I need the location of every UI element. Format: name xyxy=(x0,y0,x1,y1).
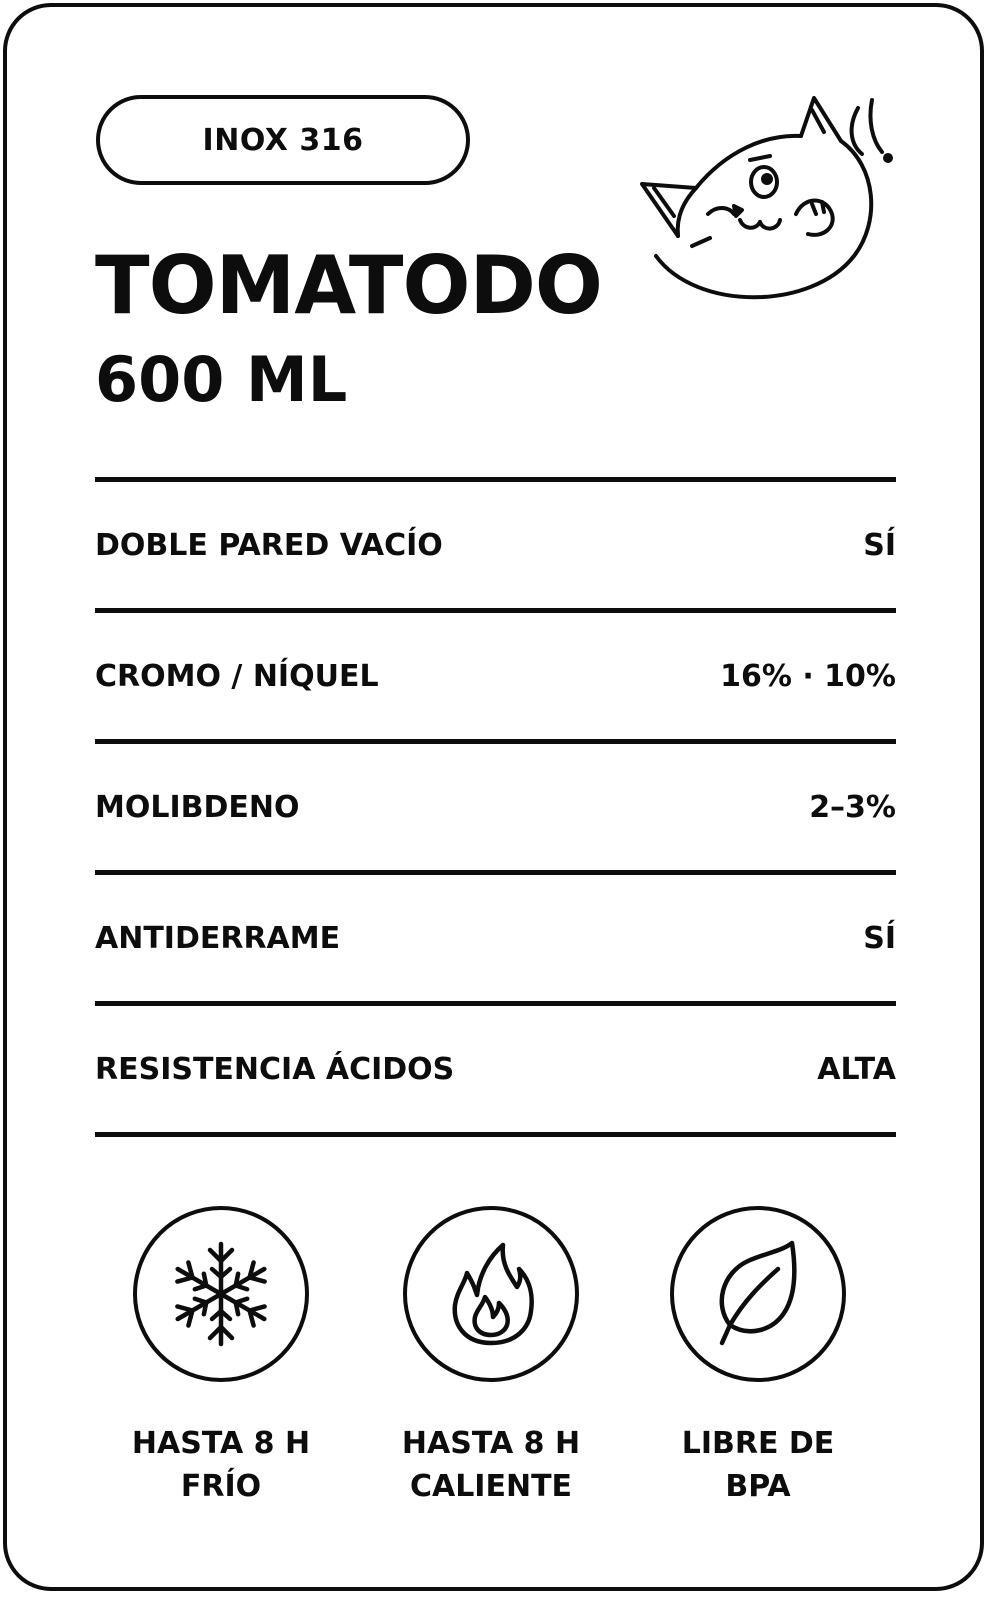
spec-label: DOBLE PARED VACÍO xyxy=(95,527,443,563)
feature-icon-circle xyxy=(403,1206,579,1382)
product-title: TOMATODO xyxy=(95,239,602,332)
spec-row-acid-resistance xyxy=(95,1006,896,1132)
feature-caption xyxy=(132,1422,310,1508)
material-badge xyxy=(96,95,470,185)
spec-row-molybdenum xyxy=(95,744,896,870)
leaf-icon xyxy=(708,1239,808,1349)
feature-caption-line1: LIBRE DE xyxy=(681,1426,835,1461)
flame-icon xyxy=(441,1239,541,1349)
spec-value: SÍ xyxy=(863,920,896,956)
snowflake-icon xyxy=(166,1239,276,1349)
material-badge-label: INOX 316 xyxy=(202,122,364,158)
spec-row-spill-proof xyxy=(95,875,896,1001)
spec-value: SÍ xyxy=(863,527,896,563)
feature-caption-line1: HASTA 8 H xyxy=(131,1426,311,1461)
spec-row-double-wall xyxy=(95,482,896,608)
feature-icon-circle xyxy=(133,1206,309,1382)
spec-label: ANTIDERRAME xyxy=(95,920,341,956)
spec-value: ALTA xyxy=(817,1051,896,1087)
spec-label: CROMO / NÍQUEL xyxy=(95,658,379,694)
feature-caption xyxy=(402,1422,580,1508)
feature-hot xyxy=(396,1206,586,1508)
spec-divider xyxy=(95,1132,896,1137)
spec-row-chrome-nickel xyxy=(95,613,896,739)
spec-value: 16% · 10% xyxy=(720,658,896,694)
feature-caption-line2: CALIENTE xyxy=(409,1469,573,1504)
winking-cat-icon xyxy=(636,96,906,311)
feature-bpa-free xyxy=(663,1206,853,1508)
spec-label: RESISTENCIA ÁCIDOS xyxy=(95,1051,455,1087)
feature-icon-circle xyxy=(670,1206,846,1382)
spec-table xyxy=(95,477,896,1137)
feature-caption-line2: FRÍO xyxy=(180,1469,262,1504)
feature-caption-line2: BPA xyxy=(725,1469,791,1504)
spec-value: 2–3% xyxy=(809,789,896,825)
feature-caption xyxy=(682,1422,835,1508)
product-capacity: 600 ML xyxy=(95,343,348,416)
spec-label: MOLIBDENO xyxy=(95,789,300,825)
feature-cold xyxy=(126,1206,316,1508)
feature-caption-line1: HASTA 8 H xyxy=(401,1426,581,1461)
